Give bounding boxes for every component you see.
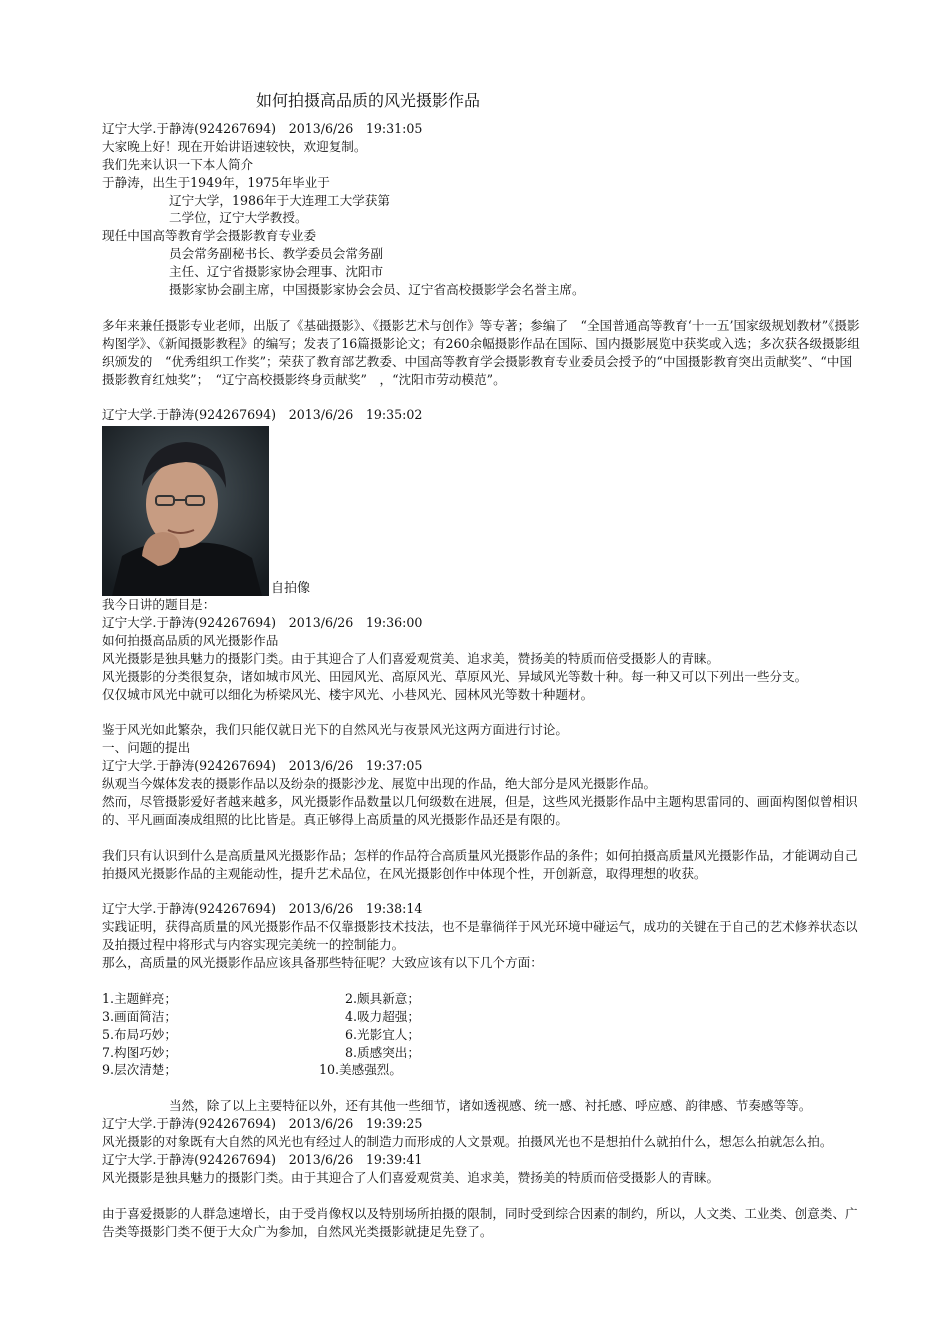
features-row (102, 1008, 862, 1026)
feature-item: 5.布局巧妙； (102, 1026, 177, 1042)
paragraph: 于静涛，出生于1949年，1975年毕业于 (102, 174, 330, 190)
spacer (102, 388, 862, 406)
paragraph: 实践证明，获得高质量的风光摄影作品不仅靠摄影技术技法，也不是靠徜徉于风光环境中碰运气，成功的关键在于自己的艺术修养状态以及拍摄过程中将形式与内容实现完美统一的控制能力。 (102, 919, 858, 953)
post-header: 辽宁大学.于静涛(924267694) 2013/6/26 19:37:05 (102, 758, 423, 774)
paragraph: 风光摄影的对象既有大自然的风光也有经过人的制造力而形成的人文景观。拍摄风光也不是想拍什么就拍什么，想怎么拍就怎么拍。 (102, 1134, 833, 1150)
feature-item: 10.美感强烈。 (319, 1062, 402, 1078)
feature-item: 3.画面简洁； (102, 1008, 177, 1024)
paragraph: 风光摄影是独具魅力的摄影门类。由于其迎合了人们喜爱观赏美、追求美，赞扬美的特质而倍受摄影人的青睐。 (102, 1169, 720, 1185)
spacer (102, 1079, 862, 1097)
feature-item: 8.质感突出； (345, 1044, 420, 1060)
feature-item: 6.光影宜人； (345, 1026, 420, 1042)
post-header: 辽宁大学.于静涛(924267694) 2013/6/26 19:35:02 (102, 407, 423, 423)
post-header: 辽宁大学.于静涛(924267694) 2013/6/26 19:36:00 (102, 615, 423, 631)
spacer (102, 883, 862, 901)
paragraph: 仅仅城市风光中就可以细化为桥梁风光、楼宇风光、小巷风光、园林风光等数十种题材。 (102, 686, 594, 702)
post-header: 辽宁大学.于静涛(924267694) 2013/6/26 19:39:41 (102, 1151, 423, 1167)
feature-item: 4.吸力超强； (345, 1008, 420, 1024)
paragraph: 那么，高质量的风光摄影作品应该具备那些特征呢？大致应该有以下几个方面： (102, 955, 543, 971)
paragraph: 二学位，辽宁大学教授。 (169, 210, 308, 226)
portrait-photo (102, 426, 269, 596)
features-row (102, 990, 862, 1008)
paragraph: 风光摄影的分类很复杂，诸如城市风光、田园风光、高原风光、草原风光、异域风光等数十种。每一种又可以下列出一些分支。 (102, 668, 808, 684)
spacer (102, 1187, 862, 1205)
paragraph: 然而，尽管摄影爱好者越来越多，风光摄影作品数量以几何级数在进展，但是，这些风光摄影作品中主题构思雷同的、画面构图似曾相识的、平凡画面凑成组照的比比皆是。真正够得上高质量的风光摄影作品还是有限的。 (102, 794, 858, 827)
spacer (102, 704, 862, 722)
paragraph: 大家晚上好！现在开始讲语速较快，欢迎复制。 (102, 138, 367, 154)
feature-item: 9.层次清楚； (102, 1062, 177, 1078)
feature-item: 7.构图巧妙； (102, 1044, 177, 1060)
features-table (102, 990, 862, 1079)
paragraph: 员会常务副秘书长、教学委员会常务副 (169, 246, 384, 262)
paragraph: 由于喜爱摄影的人群急速增长，由于受肖像权以及特别场所拍摄的限制，同时受到综合因素的制约，所以，人文类、工业类、创意类、广告类等摄影门类不便于大众广为参加，自然风光类摄影就捷足先登了。 (102, 1205, 858, 1239)
paragraph: 现任中国高等教育学会摄影教育专业委 (102, 228, 317, 244)
feature-item: 1.主题鲜亮； (102, 990, 177, 1006)
post-header: 辽宁大学.于静涛(924267694) 2013/6/26 19:38:14 (102, 901, 423, 917)
section-heading: 一、问题的提出 (102, 740, 191, 756)
post-header: 辽宁大学.于静涛(924267694) 2013/6/26 19:31:05 (102, 121, 423, 136)
spacer (102, 829, 862, 847)
photo-caption: 自拍像 (271, 581, 311, 597)
paragraph: 多年来兼任摄影专业老师，出版了《基础摄影》、《摄影艺术与创作》等专著；参编了 “全国普通高等教育‘十一五’国家级规划教材”《摄影构图学》、《新闻摄影教程》的编写；发表了16篇摄影论文；有260余幅摄影作品在国际、国内摄影展览中获奖或入选；多次获各级摄影组织颁发的 “优秀组织工作奖”；荣获了教育部艺教委、中国高等教育学会摄影教育专业委员会授予的“中国摄影教育突出贡献奖”、“中国摄影教育红烛奖”； “辽宁高校摄影终身贡献奖” ，“沈阳市劳动模范”。 (102, 317, 860, 387)
features-row (102, 1044, 862, 1062)
paragraph: 纵观当今媒体发表的摄影作品以及纷杂的摄影沙龙、展览中出现的作品，绝大部分是风光摄影作品。 (102, 776, 657, 792)
features-row (102, 1026, 862, 1044)
paragraph: 我们只有认识到什么是高质量风光摄影作品；怎样的作品符合高质量风光摄影作品的条件；如何拍摄高质量风光摄影作品，才能调动自己拍摄风光摄影作品的主观能动性，提升艺术品位，在风光摄影创作中体现个性，开创新意，取得理想的收获。 (102, 847, 858, 881)
paragraph: 鉴于风光如此繁杂，我们只能仅就日光下的自然风光与夜景风光这两方面进行讨论。 (102, 722, 568, 738)
document-body (102, 120, 862, 1240)
portrait-illustration (102, 426, 269, 596)
paragraph: 风光摄影是独具魅力的摄影门类。由于其迎合了人们喜爱观赏美、追求美，赞扬美的特质而倍受摄影人的青睐。 (102, 650, 720, 666)
spacer (102, 299, 862, 317)
post-header: 辽宁大学.于静涛(924267694) 2013/6/26 19:39:25 (102, 1116, 423, 1132)
paragraph: 辽宁大学，1986年于大连理工大学获第 (169, 192, 390, 208)
feature-item: 2.颇具新意； (345, 990, 420, 1006)
document-title: 如何拍摄高品质的风光摄影作品 (256, 91, 481, 110)
features-row (102, 1061, 862, 1079)
paragraph: 如何拍摄高品质的风光摄影作品 (102, 632, 279, 648)
paragraph: 我今日讲的题目是： (102, 597, 216, 613)
paragraph: 摄影家协会副主席，中国摄影家协会会员、辽宁省高校摄影学会名誉主席。 (169, 282, 585, 298)
paragraph: 我们先来认识一下本人简介 (102, 156, 254, 172)
paragraph: 主任、辽宁省摄影家协会理事、沈阳市 (169, 264, 384, 280)
paragraph: 当然，除了以上主要特征以外，还有其他一些细节，诸如透视感、统一感、衬托感、呼应感、韵律感、节奏感等等。 (169, 1098, 812, 1114)
portrait-block (102, 424, 862, 596)
spacer (102, 972, 862, 990)
